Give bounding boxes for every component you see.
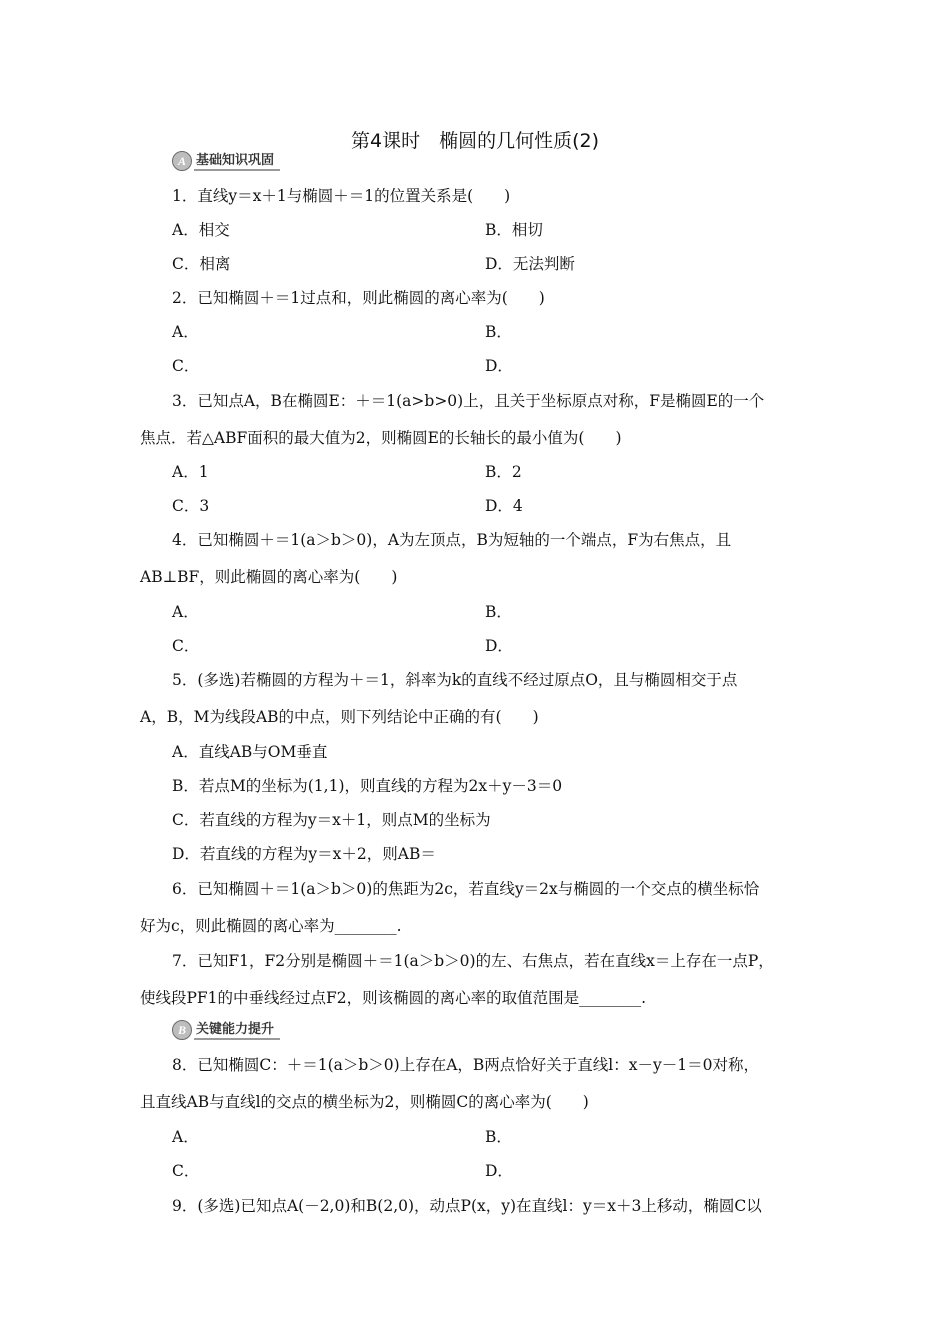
q5-option-c: C．若直线的方程为y＝x＋1，则点M的坐标为	[172, 811, 491, 829]
question-8-cont: 且直线AB与直线l的交点的横坐标为2，则椭圆C的离心率为( )	[140, 1093, 589, 1111]
q4-option-a: A．	[172, 603, 199, 621]
q1-option-c: C．相离	[172, 255, 231, 273]
q4-option-d: D．	[485, 637, 513, 655]
section-b-label: 关键能力提升	[194, 1021, 280, 1040]
question-2: 2．已知椭圆＋＝1过点和，则此椭圆的离心率为( )	[172, 289, 545, 307]
question-1: 1．直线y＝x＋1与椭圆＋＝1的位置关系是( )	[172, 187, 511, 205]
q3-option-a: A．1	[172, 463, 209, 481]
section-a-label: 基础知识巩固	[194, 152, 280, 171]
q3-option-b: B．2	[485, 463, 522, 481]
question-8: 8．已知椭圆C：＋＝1(a＞b＞0)上存在A，B两点恰好关于直线l：x－y－1＝0对称，	[172, 1056, 759, 1074]
question-6-cont: 好为c，则此椭圆的离心率为________.	[140, 917, 402, 935]
question-6: 6．已知椭圆＋＝1(a＞b＞0)的焦距为2c，若直线y＝2x与椭圆的一个交点的横坐标恰	[172, 880, 760, 898]
question-7: 7．已知F1，F2分别是椭圆＋＝1(a＞b＞0)的左、右焦点，若在直线x＝上存在一点P，	[172, 952, 774, 970]
question-5: 5．(多选)若椭圆的方程为＋＝1，斜率为k的直线不经过原点O，且与椭圆相交于点	[172, 671, 738, 689]
q8-option-c: C．	[172, 1162, 200, 1180]
question-4-cont: AB⊥BF，则此椭圆的离心率为( )	[140, 568, 398, 586]
q2-option-c: C．	[172, 357, 200, 375]
q3-option-d: D．4	[485, 497, 523, 515]
q2-option-b: B．	[485, 323, 512, 341]
q2-option-d: D．	[485, 357, 513, 375]
q1-option-d: D．无法判断	[485, 255, 575, 273]
question-7-cont: 使线段PF1的中垂线经过点F2，则该椭圆的离心率的取值范围是________.	[140, 989, 647, 1007]
question-9: 9．(多选)已知点A(－2,0)和B(2,0)，动点P(x，y)在直线l：y＝x＋3上移动，椭圆C以	[172, 1197, 762, 1215]
q5-option-b: B．若点M的坐标为(1,1)，则直线的方程为2x＋y－3＝0	[172, 777, 563, 795]
q4-option-b: B．	[485, 603, 512, 621]
q8-option-b: B．	[485, 1128, 512, 1146]
q1-option-a: A．相交	[172, 221, 230, 239]
q2-option-a: A．	[172, 323, 199, 341]
question-4: 4．已知椭圆＋＝1(a＞b＞0)，A为左顶点，B为短轴的一个端点，F为右焦点，且	[172, 531, 732, 549]
question-3-cont: 焦点．若△ABF面积的最大值为2，则椭圆E的长轴长的最小值为( )	[140, 429, 622, 447]
section-a-icon: A	[172, 151, 192, 171]
q4-option-c: C．	[172, 637, 200, 655]
question-3: 3．已知点A，B在椭圆E：＋＝1(a>b>0)上，且关于坐标原点对称，F是椭圆E的一个	[172, 392, 765, 410]
q5-option-d: D．若直线的方程为y＝x＋2，则AB＝	[172, 845, 436, 863]
section-b-icon: B	[172, 1020, 192, 1040]
question-5-cont: A，B，M为线段AB的中点，则下列结论中正确的有( )	[140, 708, 539, 726]
section-badge-b	[172, 1020, 280, 1040]
section-badge-a	[172, 151, 280, 171]
q3-option-c: C．3	[172, 497, 210, 515]
q5-option-a: A．直线AB与OM垂直	[172, 743, 328, 761]
q8-option-a: A．	[172, 1128, 199, 1146]
q8-option-d: D．	[485, 1162, 513, 1180]
page-title: 第4课时 椭圆的几何性质(2)	[350, 130, 599, 152]
q1-option-b: B．相切	[485, 221, 543, 239]
